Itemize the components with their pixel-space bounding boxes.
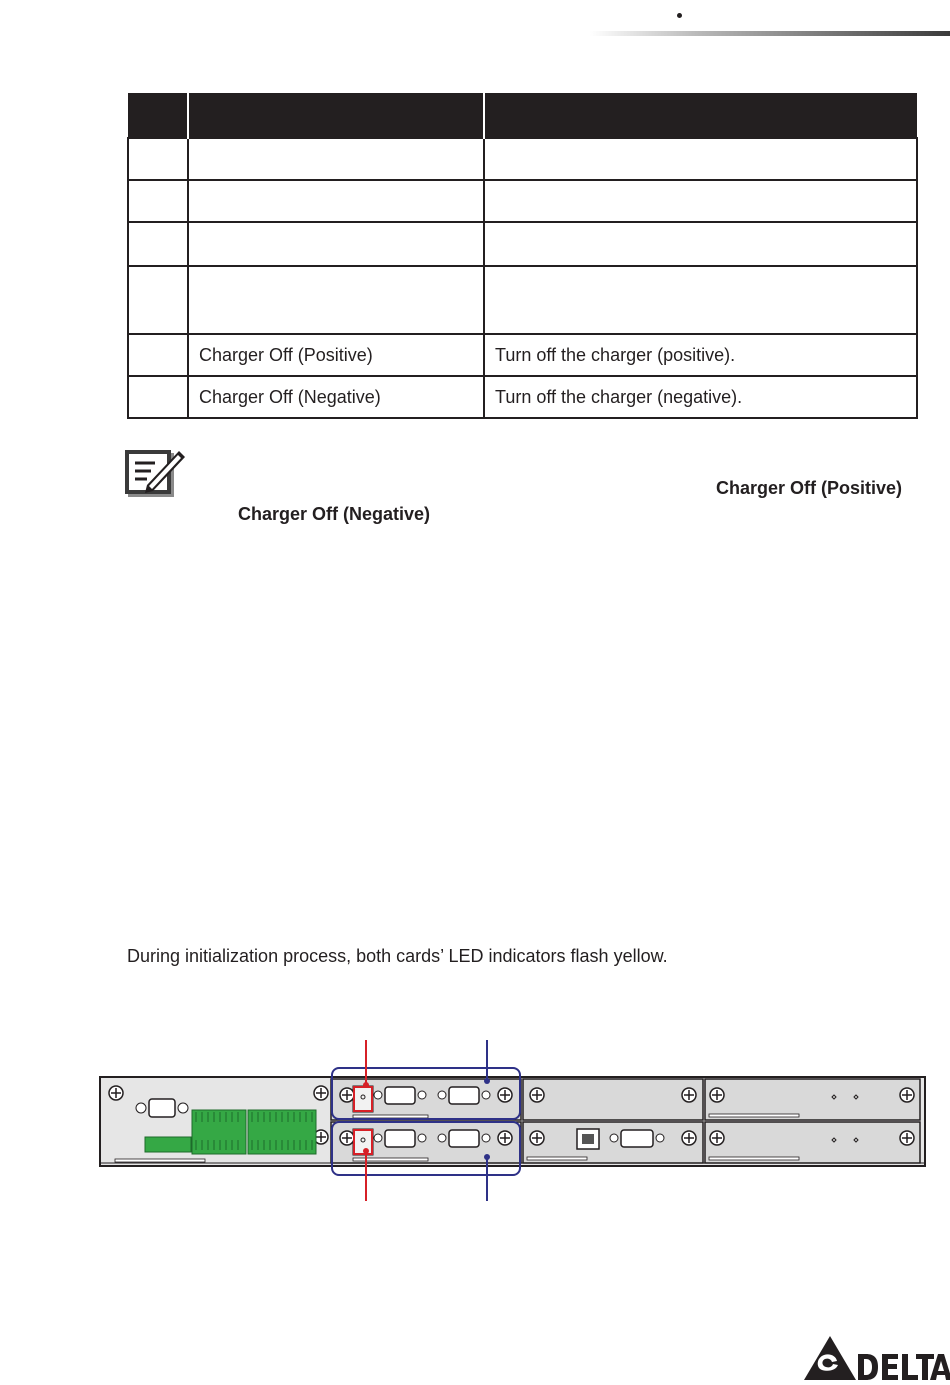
table-row [128, 266, 917, 334]
pin-name: Charger Off (Positive) [188, 334, 484, 376]
db9-port [385, 1087, 415, 1104]
table-row [128, 334, 917, 376]
note-bold-term-2: Charger Off (Negative) [238, 504, 431, 524]
header-marker-dot [677, 13, 682, 18]
rear-panel-diagram [95, 1035, 935, 1210]
pin-name: Charger Off (Negative) [188, 376, 484, 418]
note-bold-term-1: Charger Off (Positive) [716, 478, 903, 498]
db9-port [385, 1130, 415, 1147]
db9-port [149, 1099, 175, 1117]
db9-port [449, 1130, 479, 1147]
pin-description: Turn off the charger (positive). [484, 334, 917, 376]
table-row [128, 138, 917, 180]
init-paragraph: During initialization process, both cards’ LED indicators flash yellow. [127, 946, 668, 966]
pin-description: Turn off the charger (negative). [484, 376, 917, 418]
table-header-row [128, 93, 917, 138]
table-row [128, 222, 917, 266]
table-row [128, 180, 917, 222]
terminal-block [145, 1137, 191, 1152]
db9-port [621, 1130, 653, 1147]
table-row [128, 376, 917, 418]
signal-table [127, 93, 918, 419]
header-rule [590, 31, 950, 36]
note-pencil-icon [125, 445, 189, 499]
db9-port [449, 1087, 479, 1104]
delta-logo [800, 1332, 950, 1382]
